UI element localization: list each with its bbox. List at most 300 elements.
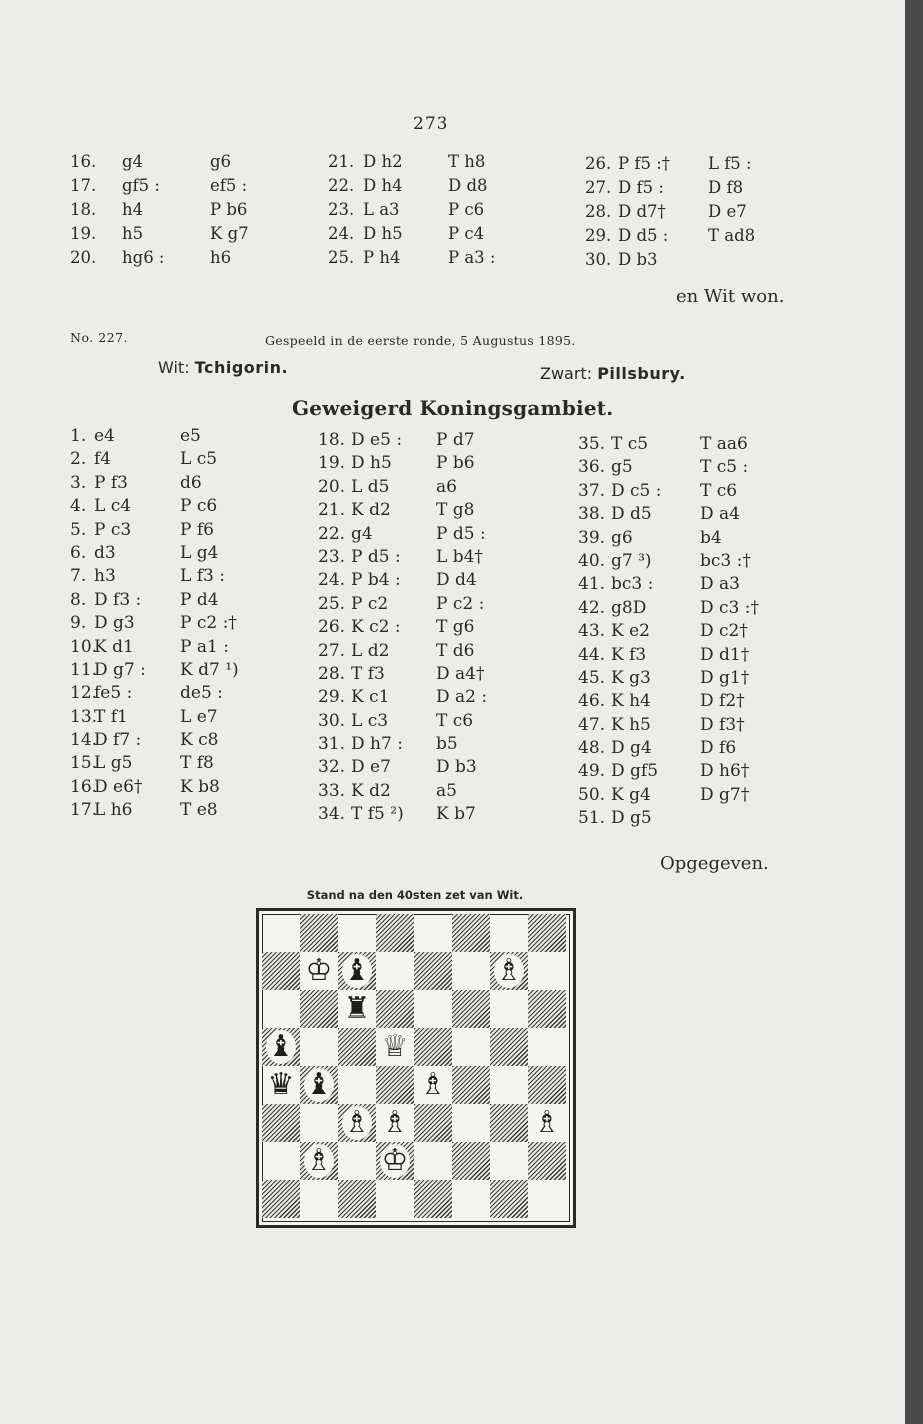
move-number: 47. (578, 714, 606, 735)
white-king-icon: ♔ (381, 1143, 409, 1178)
black-bishop-icon: ♝ (343, 953, 371, 988)
black-move: P c6 (180, 496, 218, 517)
move-number: 30. (318, 710, 346, 731)
move-row (578, 645, 808, 668)
move-row (70, 590, 290, 613)
move-row (328, 224, 548, 248)
move-number: 19. (70, 224, 97, 243)
black-move: T g8 (436, 500, 475, 521)
move-number: 46. (578, 691, 606, 712)
black-move: P c6 (448, 200, 485, 219)
black-label: Zwart: (540, 364, 593, 383)
move-number: 20. (70, 248, 97, 267)
white-move: K f3 (611, 644, 647, 665)
white-move: D b3 (618, 250, 658, 269)
white-move: f4 (94, 449, 112, 470)
move-row (578, 691, 808, 714)
white-move: P b4 : (351, 570, 401, 591)
white-move: D c5 : (611, 480, 662, 501)
move-number: 23. (318, 546, 346, 567)
move-row (578, 621, 808, 644)
white-move: D d5 : (618, 226, 669, 245)
black-move: T c6 (436, 710, 474, 731)
white-move: h4 (122, 200, 144, 219)
move-row (70, 176, 280, 200)
move-number: 25. (318, 593, 346, 614)
move-number: 8. (70, 589, 87, 610)
black-move: T h8 (448, 152, 486, 171)
move-number: 48. (578, 738, 606, 759)
light-square (528, 1028, 566, 1066)
black-move: D d4 (436, 570, 477, 591)
move-number: 15. (70, 753, 98, 774)
move-row (578, 668, 808, 691)
dark-square (376, 1066, 414, 1104)
black-move: D g1† (700, 667, 750, 688)
dark-square (262, 1180, 300, 1218)
light-square (262, 914, 300, 952)
move-number: 24. (328, 224, 355, 243)
move-number: 21. (328, 152, 355, 171)
white-move: K h5 (611, 714, 651, 735)
black-move: D d1† (700, 644, 750, 665)
black-move: K g7 (210, 224, 249, 243)
dark-square (262, 1104, 300, 1142)
move-number: 2. (70, 449, 87, 470)
move-number: 27. (585, 178, 612, 197)
black-rook-icon: ♜ (343, 991, 371, 1026)
move-number: 22. (328, 176, 355, 195)
black-move: h6 (210, 248, 232, 267)
game-played-info: Gespeeld in de eerste ronde, 5 Augustus 1895. (265, 333, 576, 348)
black-move: D f2† (700, 691, 745, 712)
move-row (318, 477, 548, 500)
white-move: P d5 : (351, 546, 401, 567)
move-number: 18. (70, 200, 97, 219)
light-square (338, 914, 376, 952)
dark-square (300, 990, 338, 1028)
move-row (328, 176, 548, 200)
move-number: 13. (70, 706, 98, 727)
prev-game-moves-col3 (585, 154, 805, 274)
move-number: 16. (70, 152, 97, 171)
black-move: D h6† (700, 761, 750, 782)
white-label: Wit: (158, 358, 190, 377)
white-move: D d5 (611, 504, 652, 525)
move-row (578, 481, 808, 504)
move-number: 45. (578, 667, 606, 688)
dark-square (528, 1142, 566, 1180)
move-number: 51. (578, 808, 606, 829)
game-number: No. 227. (70, 330, 129, 345)
move-row (318, 524, 548, 547)
move-number: 9. (70, 613, 87, 634)
black-move: P f6 (180, 519, 214, 540)
game-result: Opgegeven. (660, 853, 769, 874)
white-move: e4 (94, 426, 115, 446)
move-number: 3. (70, 472, 87, 493)
white-move: K c2 : (351, 617, 401, 638)
white-move: D h5 (363, 224, 403, 243)
black-move: D a4† (436, 663, 485, 684)
black-move: D c2† (700, 621, 748, 642)
white-move: D f7 : (94, 730, 142, 751)
white-move: g8D (611, 597, 647, 618)
move-row (578, 574, 808, 597)
black-move: bc3 :† (700, 550, 751, 571)
dark-square (490, 1180, 528, 1218)
white-player (158, 358, 288, 377)
move-number: 7. (70, 566, 87, 587)
black-move: D e7 (708, 202, 747, 221)
move-row (318, 804, 548, 827)
move-row (318, 594, 548, 617)
move-number: 26. (318, 617, 346, 638)
page-number: 273 (413, 114, 449, 134)
white-bishop-icon: ♗ (305, 1143, 333, 1178)
dark-square (528, 914, 566, 952)
white-move: gf5 : (122, 176, 160, 195)
black-move: P d5 : (436, 523, 486, 544)
light-square (490, 1066, 528, 1104)
white-move: g5 (611, 457, 633, 478)
light-square (376, 952, 414, 990)
move-number: 39. (578, 527, 606, 548)
black-move: P a1 : (180, 636, 229, 657)
move-number: 5. (70, 519, 87, 540)
game-moves-col3 (578, 434, 808, 832)
move-number: 4. (70, 496, 87, 517)
white-move: hg6 : (122, 248, 165, 267)
white-move: L h6 (94, 800, 133, 821)
white-move: K g3 (611, 667, 651, 688)
light-square (452, 1104, 490, 1142)
white-move: P c2 (351, 593, 389, 614)
black-bishop-icon: ♝ (267, 1029, 295, 1064)
white-move: P h4 (363, 248, 401, 267)
move-number: 36. (578, 457, 606, 478)
black-move: D g7† (700, 784, 750, 805)
black-move: a6 (436, 476, 457, 497)
light-square (262, 1142, 300, 1180)
white-move: D g5 (611, 808, 652, 829)
move-number: 32. (318, 757, 346, 778)
white-queen-icon: ♕ (381, 1029, 409, 1064)
white-move: D g7 : (94, 659, 146, 680)
black-move: K d7 ¹) (180, 659, 239, 680)
move-number: 20. (318, 476, 346, 497)
dark-square (414, 1028, 452, 1066)
black-move: T f8 (180, 753, 214, 774)
move-number: 28. (585, 202, 612, 221)
white-move: D d7† (618, 202, 666, 221)
move-row (70, 753, 290, 776)
light-square (528, 1180, 566, 1218)
black-move: L b4† (436, 546, 483, 567)
move-number: 21. (318, 500, 346, 521)
move-number: 37. (578, 480, 606, 501)
white-move: D h7 : (351, 734, 403, 755)
move-row (328, 248, 548, 272)
light-square (414, 914, 452, 952)
light-square (490, 990, 528, 1028)
white-move: L d5 (351, 476, 390, 497)
move-number: 6. (70, 542, 87, 563)
move-row (578, 785, 808, 808)
white-move: K e2 (611, 621, 650, 642)
white-move: T f3 (351, 663, 385, 684)
game-moves-col1 (70, 426, 290, 824)
dark-square (376, 990, 414, 1028)
move-row (585, 154, 805, 178)
prev-game-moves-col2 (328, 152, 548, 272)
light-square (300, 1104, 338, 1142)
white-move: g7 ³) (611, 550, 652, 571)
light-square (414, 1142, 452, 1180)
black-move: b5 (436, 734, 458, 755)
move-number: 27. (318, 640, 346, 661)
move-row (585, 178, 805, 202)
dark-square (414, 1104, 452, 1142)
move-row (318, 711, 548, 734)
dark-square (338, 1028, 376, 1066)
white-move: g4 (351, 523, 373, 544)
black-move: K c8 (180, 730, 219, 751)
white-move: D e5 : (351, 430, 403, 450)
move-number: 30. (585, 250, 612, 269)
move-number: 25. (328, 248, 355, 267)
move-row (578, 551, 808, 574)
black-player-name: Pillsbury. (597, 364, 686, 383)
black-move: g6 (210, 152, 232, 171)
move-row (328, 152, 548, 176)
move-row (70, 248, 280, 272)
white-move: K d1 (94, 636, 134, 657)
move-number: 29. (318, 687, 346, 708)
move-number: 18. (318, 430, 346, 450)
light-square (490, 914, 528, 952)
move-row (70, 800, 290, 823)
move-row (578, 598, 808, 621)
black-move: D f6 (700, 738, 737, 759)
black-move: D b3 (436, 757, 477, 778)
move-row (70, 200, 280, 224)
move-row (70, 426, 290, 449)
black-bishop-icon: ♝ (305, 1067, 333, 1102)
white-move: P f3 (94, 472, 128, 493)
move-number: 29. (585, 226, 612, 245)
light-square (338, 1066, 376, 1104)
move-number: 26. (585, 154, 612, 173)
white-move: T c5 (611, 434, 649, 454)
chess-board (256, 908, 576, 1228)
white-move: D f3 : (94, 589, 142, 610)
move-row (70, 449, 290, 472)
diagram-caption: Stand na den 40sten zet van Wit. (306, 888, 524, 902)
dark-square (414, 1180, 452, 1218)
white-move: D e7 (351, 757, 391, 778)
move-row (70, 520, 290, 543)
dark-square (376, 914, 414, 952)
black-move: D f8 (708, 178, 744, 197)
prev-game-moves-col1 (70, 152, 280, 272)
white-move: fe5 : (94, 683, 133, 704)
black-move: D c3 :† (700, 597, 760, 618)
white-bishop-icon: ♗ (343, 1105, 371, 1140)
black-move: T c5 : (700, 457, 749, 478)
white-bishop-icon: ♗ (419, 1067, 447, 1102)
move-row (578, 738, 808, 761)
game-moves-col2 (318, 430, 548, 828)
move-number: 50. (578, 784, 606, 805)
white-move: K d2 (351, 500, 391, 521)
white-move: L c4 (94, 496, 132, 517)
light-square (300, 1180, 338, 1218)
move-row (318, 617, 548, 640)
black-move: D a4 (700, 504, 740, 525)
move-number: 40. (578, 550, 606, 571)
light-square (338, 1142, 376, 1180)
light-square (262, 990, 300, 1028)
dark-square (452, 990, 490, 1028)
move-number: 31. (318, 734, 346, 755)
black-move: d6 (180, 472, 202, 493)
move-row (318, 687, 548, 710)
move-number: 12. (70, 683, 98, 704)
move-row (585, 202, 805, 226)
black-player (540, 364, 686, 383)
move-number: 44. (578, 644, 606, 665)
move-number: 49. (578, 761, 606, 782)
white-move: L a3 (363, 200, 400, 219)
white-bishop-icon: ♗ (381, 1105, 409, 1140)
white-move: d3 (94, 542, 116, 563)
move-number: 35. (578, 434, 606, 454)
black-move: b4 (700, 527, 722, 548)
white-move: D f5 : (618, 178, 664, 197)
black-move: T c6 (700, 480, 738, 501)
light-square (490, 1142, 528, 1180)
black-move: D a2 : (436, 687, 488, 708)
white-move: bc3 : (611, 574, 654, 595)
move-number: 10. (70, 636, 98, 657)
move-number: 24. (318, 570, 346, 591)
black-move: P b6 (210, 200, 248, 219)
black-move: de5 : (180, 683, 223, 704)
move-row (70, 224, 280, 248)
black-move: T aa6 (700, 434, 748, 454)
move-row (70, 637, 290, 660)
move-number: 28. (318, 663, 346, 684)
black-move: T g6 (436, 617, 475, 638)
light-square (452, 952, 490, 990)
black-move: K b7 (436, 804, 476, 825)
black-move: ef5 : (210, 176, 248, 195)
black-move: P b6 (436, 453, 475, 474)
white-move: D h4 (363, 176, 403, 195)
opening-title: Geweigerd Koningsgambiet. (292, 396, 614, 420)
dark-square (414, 952, 452, 990)
move-row (318, 664, 548, 687)
white-move: L d2 (351, 640, 390, 661)
black-move: P c2 : (436, 593, 485, 614)
move-number: 41. (578, 574, 606, 595)
white-move: L g5 (94, 753, 133, 774)
move-row (70, 683, 290, 706)
dark-square (300, 914, 338, 952)
black-move: T ad8 (708, 226, 756, 245)
black-move: P a3 : (448, 248, 496, 267)
move-row (578, 528, 808, 551)
move-row (578, 715, 808, 738)
move-row (585, 250, 805, 274)
black-move: P c2 :† (180, 613, 237, 634)
move-row (318, 781, 548, 804)
move-row (70, 707, 290, 730)
white-move: g6 (611, 527, 633, 548)
move-row (578, 457, 808, 480)
white-king-icon: ♔ (305, 953, 333, 988)
white-move: P c3 (94, 519, 132, 540)
black-move: L e7 (180, 706, 218, 727)
white-move: D h2 (363, 152, 403, 171)
black-move: P d4 (180, 589, 219, 610)
move-number: 1. (70, 426, 87, 446)
move-number: 22. (318, 523, 346, 544)
move-row (578, 761, 808, 784)
white-move: D e6† (94, 776, 143, 797)
light-square (300, 1028, 338, 1066)
dark-square (452, 1066, 490, 1104)
white-move: D gf5 (611, 761, 659, 782)
white-move: g4 (122, 152, 144, 171)
dark-square (452, 1142, 490, 1180)
move-row (70, 496, 290, 519)
move-row (318, 453, 548, 476)
light-square (528, 952, 566, 990)
move-number: 34. (318, 804, 346, 825)
black-move: e5 (180, 426, 201, 446)
white-move: K g4 (611, 784, 651, 805)
white-move: K h4 (611, 691, 651, 712)
move-number: 23. (328, 200, 355, 219)
prev-game-result: en Wit won. (676, 286, 785, 307)
move-row (318, 500, 548, 523)
dark-square (490, 1104, 528, 1142)
move-row (328, 200, 548, 224)
black-move: L c5 (180, 449, 218, 470)
move-row (318, 547, 548, 570)
dark-square (338, 1180, 376, 1218)
black-move: P d7 (436, 430, 475, 450)
move-row (318, 641, 548, 664)
move-row (318, 757, 548, 780)
light-square (376, 1180, 414, 1218)
dark-square (528, 1066, 566, 1104)
move-row (318, 430, 548, 453)
dark-square (452, 914, 490, 952)
move-number: 14. (70, 730, 98, 751)
black-move: L g4 (180, 542, 219, 563)
move-number: 17. (70, 176, 97, 195)
black-move: D d8 (448, 176, 488, 195)
black-queen-icon: ♛ (267, 1067, 295, 1102)
move-row (70, 613, 290, 636)
black-move: L f3 : (180, 566, 225, 587)
white-player-name: Tchigorin. (194, 358, 289, 377)
move-number: 43. (578, 621, 606, 642)
white-bishop-icon: ♗ (495, 953, 523, 988)
